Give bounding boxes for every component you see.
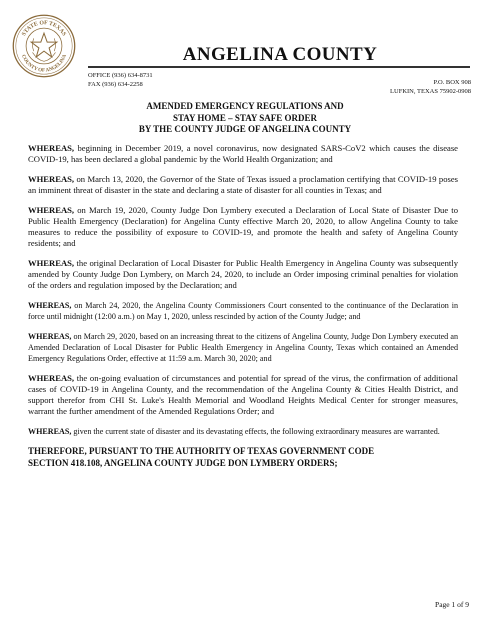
therefore-line-2: SECTION 418.108, ANGELINA COUNTY JUDGE DON LYMBERY ORDERS; xyxy=(28,457,338,468)
document-heading xyxy=(60,101,430,136)
whereas-paragraph xyxy=(28,258,458,291)
whereas-paragraph xyxy=(28,373,458,417)
paragraph-text: beginning in December 2019, a novel coronavirus, now designated SARS-CoV2 which causes the disease COVID-19, has been declared a global pandemic by the World Health Organization; and xyxy=(28,143,458,164)
paragraph-text: on March 13, 2020, the Governor of the State of Texas issued a proclamation certifying that COVID-19 poses an imminent threat of disaster in the state and declaring a state of disaster for all counties in Texas; and xyxy=(28,174,458,195)
office-phone: OFFICE (936) 634-8731 xyxy=(88,72,153,79)
seal-ring-top: STATE OF TEXAS xyxy=(21,20,67,38)
whereas-lead: WHEREAS, xyxy=(28,258,75,268)
whereas-lead: WHEREAS, xyxy=(28,427,72,436)
whereas-lead: WHEREAS, xyxy=(28,373,75,383)
city-state-zip: LUFKIN, TEXAS 75902-0908 xyxy=(390,88,471,95)
whereas-paragraph xyxy=(28,174,458,196)
whereas-paragraph xyxy=(28,205,458,249)
heading-line-2: STAY HOME – STAY SAFE ORDER xyxy=(172,112,318,123)
star-icon xyxy=(31,33,57,57)
header-rule xyxy=(88,66,470,68)
therefore-line-1: THEREFORE, PURSUANT TO THE AUTHORITY OF TEXAS GOVERNMENT CODE xyxy=(28,446,375,456)
paragraph-text: on March 29, 2020, based on an increasing threat to the citizens of Angelina County, Judge Don Lymbery executed an Amended Declaration of Local Disaster for Public Health Emergency in Angelina County, Texas which contained an Amended Emergency Regulations Order, effective at 11:59 a.m. March 30, 2020; and xyxy=(28,332,458,363)
document-body xyxy=(28,143,458,469)
whereas-lead: WHEREAS, xyxy=(28,332,72,341)
county-title: ANGELINA COUNTY xyxy=(182,44,378,65)
therefore-clause xyxy=(28,446,458,469)
whereas-lead: WHEREAS, xyxy=(28,143,75,153)
whereas-lead: WHEREAS, xyxy=(28,174,75,184)
whereas-paragraph xyxy=(28,426,458,437)
county-seal xyxy=(12,14,76,78)
paragraph-text: given the current state of disaster and its devastating effects, the following extraordinary measures are warranted. xyxy=(71,427,440,436)
mailing-address xyxy=(390,78,471,96)
whereas-lead: WHEREAS, xyxy=(28,301,72,310)
whereas-lead: WHEREAS, xyxy=(28,205,75,215)
paragraph-text: on March 24, 2020, the Angelina County Commissioners Court consented to the continuance of the Declaration in force until midnight (12:00 a.m.) on May 1, 2020, unless rescinded by action of the County Judge; and xyxy=(28,301,458,321)
paragraph-text: the original Declaration of Local Disaster for Public Health Emergency in Angelina County was subsequently amended by County Judge Don Lymbery, on March 24, 2020, to include an Order imposing criminal penalties for violation of the orders and regulation imposed by the Declaration; and xyxy=(28,258,458,290)
contact-phone-block xyxy=(88,71,153,89)
whereas-paragraph xyxy=(28,331,458,364)
seal-ring-bottom: COUNTY OF ANGELINA xyxy=(19,53,69,74)
paragraph-text: on March 19, 2020, County Judge Don Lymbery executed a Declaration of Local State of Disaster Due to Public Health Emergency (Declaration) for Angelina Cunty effective March 20, 2020, to allow Angelina County to take measures to reduce the possibility of exposure to COVID-19, and promote the health and safety of Angelina County residents; and xyxy=(28,205,458,248)
whereas-paragraph xyxy=(28,300,458,322)
page-number: Page 1 of 9 xyxy=(435,600,469,609)
heading-line-1: AMENDED EMERGENCY REGULATIONS AND xyxy=(146,101,344,111)
paragraph-text: the on-going evaluation of circumstances and potential for spread of the virus, the confirmation of additional cases of COVID-19 in Angelina County, and the recommendation of the Angelina County & Cities Health District, and support therefor from CHI St. Luke's Health Memorial and Woodland Heights Medical Center for stronger measures, warrant the further amendment of the Amended Regulations Order; and xyxy=(28,373,458,416)
heading-line-3: BY THE COUNTY JUDGE OF ANGELINA COUNTY xyxy=(138,124,352,134)
po-box: P.O. BOX 908 xyxy=(433,79,471,86)
fax-number: FAX (936) 634-2258 xyxy=(88,81,143,88)
whereas-paragraph xyxy=(28,143,458,165)
